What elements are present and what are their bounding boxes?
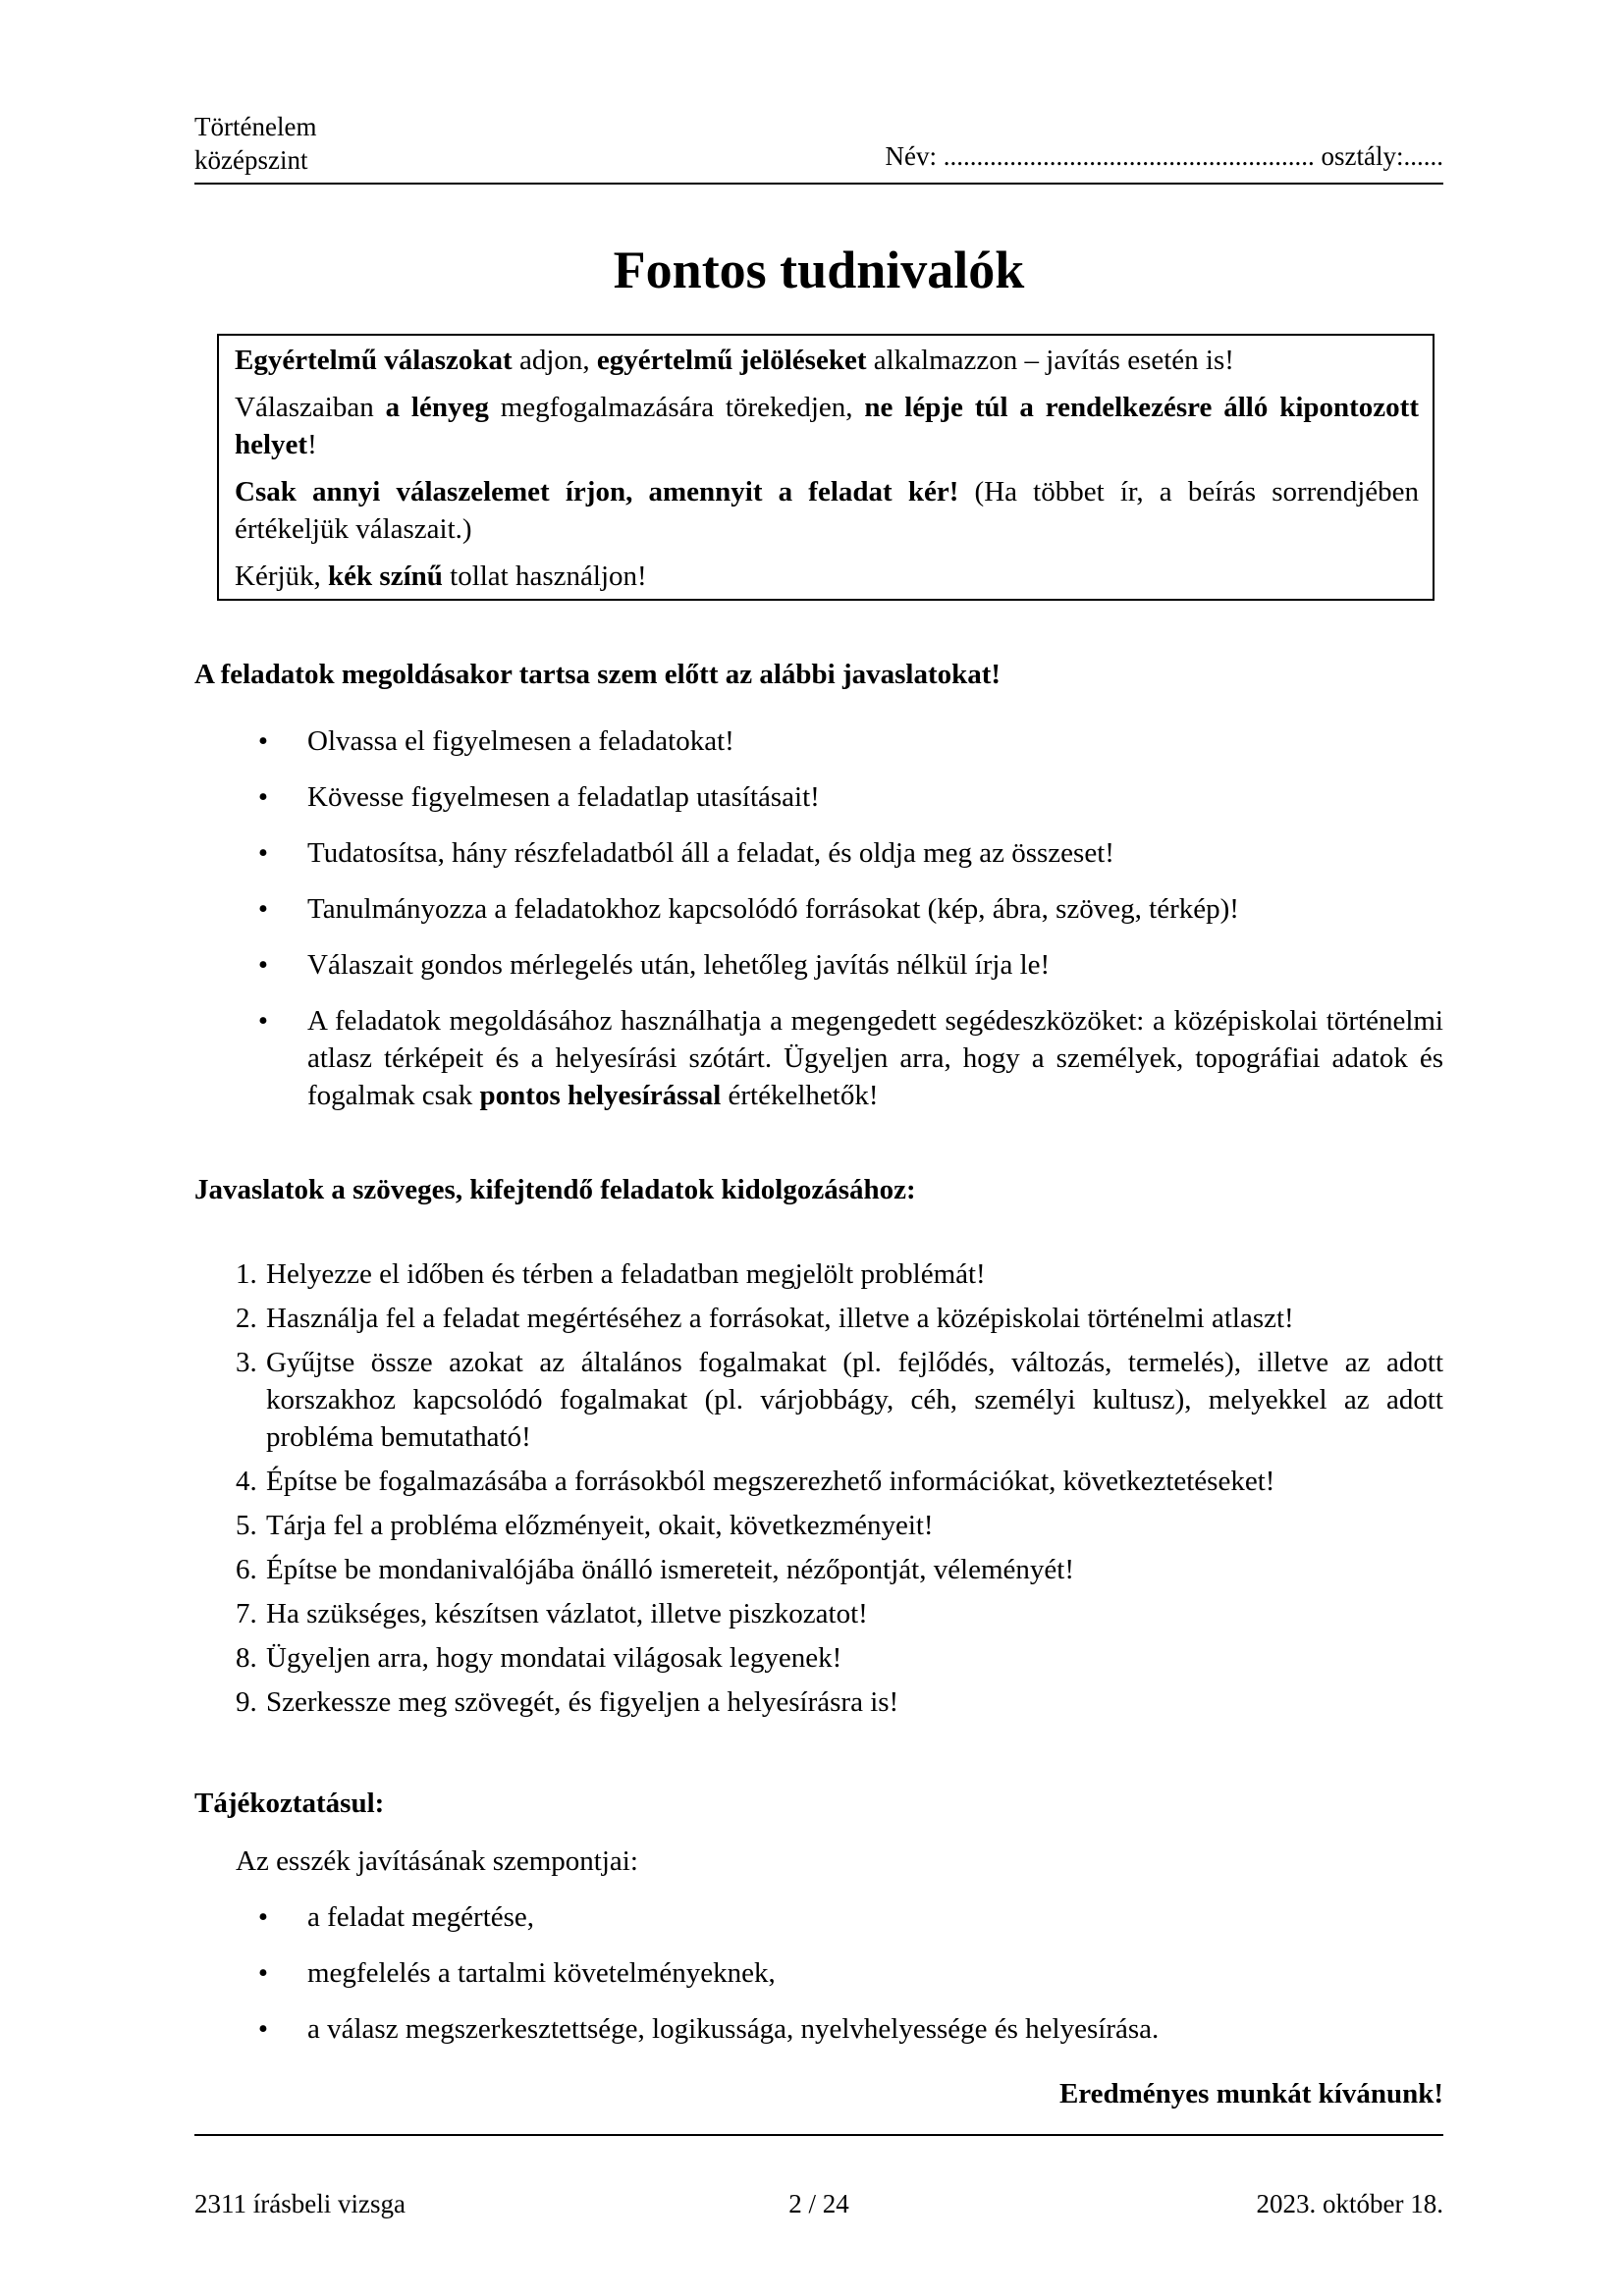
bullet-icon: • (257, 725, 269, 757)
emphasis-text: Egyértelmű válaszokat (235, 345, 513, 376)
essay-step (236, 1300, 1443, 1337)
tips-list (253, 722, 1443, 1133)
essay-step (236, 1463, 1443, 1500)
emphasis-text: kék színű (328, 561, 443, 592)
step-number: 6. (236, 1554, 257, 1585)
bullet-item (253, 1898, 1443, 1936)
text-run: adjon, (512, 345, 597, 376)
step-text: Szerkessze meg szövegét, és figyeljen a helyesírásra is! (266, 1686, 899, 1718)
header-level: középszint (194, 145, 308, 175)
essay-step (236, 1255, 1443, 1293)
criteria-intro: Az esszék javításának szempontjai: (236, 1845, 638, 1877)
text-run: értékelhetők! (721, 1080, 879, 1111)
essay-step (236, 1507, 1443, 1544)
text-run: megfelelés a tartalmi követelményeknek, (307, 1957, 776, 1989)
step-text: Helyezze el időben és térben a feladatban megjelölt problémát! (266, 1258, 986, 1290)
footer-date: 2023. október 18. (1256, 2189, 1443, 2218)
notice-paragraph (235, 389, 1419, 463)
step-text: Ha szükséges, készítsen vázlatot, illetve piszkozatot! (266, 1598, 868, 1629)
bullet-item (253, 890, 1443, 928)
text-run: Kérjük, (235, 561, 329, 592)
text-run: Válaszait gondos mérlegelés után, lehetőleg javítás nélkül írja le! (307, 949, 1051, 981)
bullet-icon: • (257, 1005, 269, 1037)
bullet-icon: • (257, 893, 269, 925)
bullet-item (253, 834, 1443, 872)
text-run: (Ha többet ír, a beírás sorrendjében értékeljük válaszait.) (235, 476, 1419, 545)
emphasis-text: Csak annyi válaszelemet írjon, amennyit a feladat kér! (235, 476, 959, 507)
text-run: a feladat megértése, (307, 1901, 535, 1933)
step-text: Építse be fogalmazásába a forrásokból megszerezhető információkat, következtetéseket! (266, 1466, 1275, 1497)
name-class-field: Név: ........................................................ osztály:...... (885, 141, 1443, 171)
notice-box (217, 334, 1435, 601)
text-run: Tudatosítsa, hány részfeladatból áll a feladat, és oldja meg az összeset! (307, 837, 1114, 869)
step-text: Gyűjtse össze azokat az általános fogalmakat (pl. fejlődés, változás, termelés), illetve az adott korszakhoz kapcsolódó fogalmakat (pl. várjobbágy, céh, személyi kultusz), melyekkel az adott probléma bemutatható! (266, 1347, 1443, 1453)
bullet-item (253, 722, 1443, 760)
info-heading: Tájékoztatásul: (194, 1788, 385, 1819)
text-run: Kövesse figyelmesen a feladatlap utasításait! (307, 781, 820, 813)
bullet-item (253, 778, 1443, 816)
essay-step (236, 1595, 1443, 1632)
text-run: Tanulmányozza a feladatokhoz kapcsolódó forrásokat (kép, ábra, szöveg, térkép)! (307, 893, 1239, 925)
text-run: Olvassa el figyelmesen a feladatokat! (307, 725, 734, 757)
bullet-item (253, 2010, 1443, 2048)
notice-paragraph (235, 473, 1419, 548)
step-number: 9. (236, 1686, 257, 1718)
bullet-icon: • (257, 1901, 269, 1933)
emphasis-text: ne lépje túl a rendelkezésre álló kipontozott helyet (235, 392, 1419, 460)
essay-step (236, 1551, 1443, 1588)
step-number: 5. (236, 1510, 257, 1541)
page-header (194, 110, 1443, 185)
bullet-item (253, 1954, 1443, 1992)
text-run: tollat használjon! (442, 561, 647, 592)
step-number: 7. (236, 1598, 257, 1629)
text-run: alkalmazzon – javítás esetén is! (866, 345, 1234, 376)
emphasis-text: pontos helyesírással (479, 1080, 722, 1111)
notice-paragraph (235, 342, 1419, 379)
text-run: ! (307, 429, 317, 460)
header-subject-block (194, 110, 316, 177)
text-run: A feladatok megoldásához használhatja a megengedett segédeszközöket: a középiskolai történelmi atlasz térképeit és a helyesírási szótárt. Ügyeljen arra, hogy a személyek, topográfiai adatok és fogalmak csak (307, 1005, 1443, 1111)
bullet-icon: • (257, 781, 269, 813)
step-number: 1. (236, 1258, 257, 1290)
footer-page-number: 2 / 24 (788, 2189, 849, 2218)
notice-paragraph (235, 558, 1419, 595)
bullet-icon: • (257, 949, 269, 981)
text-run: Válaszaiban (235, 392, 386, 423)
bullet-icon: • (257, 1957, 269, 1989)
step-number: 2. (236, 1303, 257, 1334)
step-number: 3. (236, 1347, 257, 1378)
header-subject: Történelem (194, 112, 317, 141)
text-run: megfogalmazására törekedjen, (488, 392, 865, 423)
footer-rule (194, 2134, 1443, 2136)
emphasis-text: a lényeg (385, 392, 489, 423)
step-text: Tárja fel a probléma előzményeit, okait, következményeit! (266, 1510, 934, 1541)
bullet-item (253, 946, 1443, 984)
essay-step (236, 1344, 1443, 1456)
text-run: a válasz megszerkesztettsége, logikussága, nyelvhelyessége és helyesírása. (307, 2013, 1160, 2045)
step-number: 8. (236, 1642, 257, 1674)
page-title: Fontos tudnivalók (613, 240, 1025, 299)
bullet-icon: • (257, 2013, 269, 2045)
step-text: Ügyeljen arra, hogy mondatai világosak legyenek! (266, 1642, 842, 1674)
step-number: 4. (236, 1466, 257, 1497)
footer-exam-code: 2311 írásbeli vizsga (194, 2189, 406, 2218)
step-text: Használja fel a feladat megértéséhez a forrásokat, illetve a középiskolai történelmi atlaszt! (266, 1303, 1294, 1334)
essay-step (236, 1683, 1443, 1721)
bullet-item (253, 1002, 1443, 1114)
bullet-icon: • (257, 837, 269, 869)
closing-wish: Eredményes munkát kívánunk! (1058, 2078, 1443, 2109)
step-text: Építse be mondanivalójába önálló ismereteit, nézőpontját, véleményét! (266, 1554, 1075, 1585)
tips-heading: A feladatok megoldásakor tartsa szem előtt az alábbi javaslatokat! (194, 659, 1001, 690)
essay-step (236, 1639, 1443, 1677)
essay-heading: Javaslatok a szöveges, kifejtendő feladatok kidolgozásához: (194, 1174, 916, 1205)
essay-steps-list (236, 1255, 1443, 1728)
criteria-list (253, 1898, 1443, 2066)
emphasis-text: egyértelmű jelöléseket (596, 345, 867, 376)
